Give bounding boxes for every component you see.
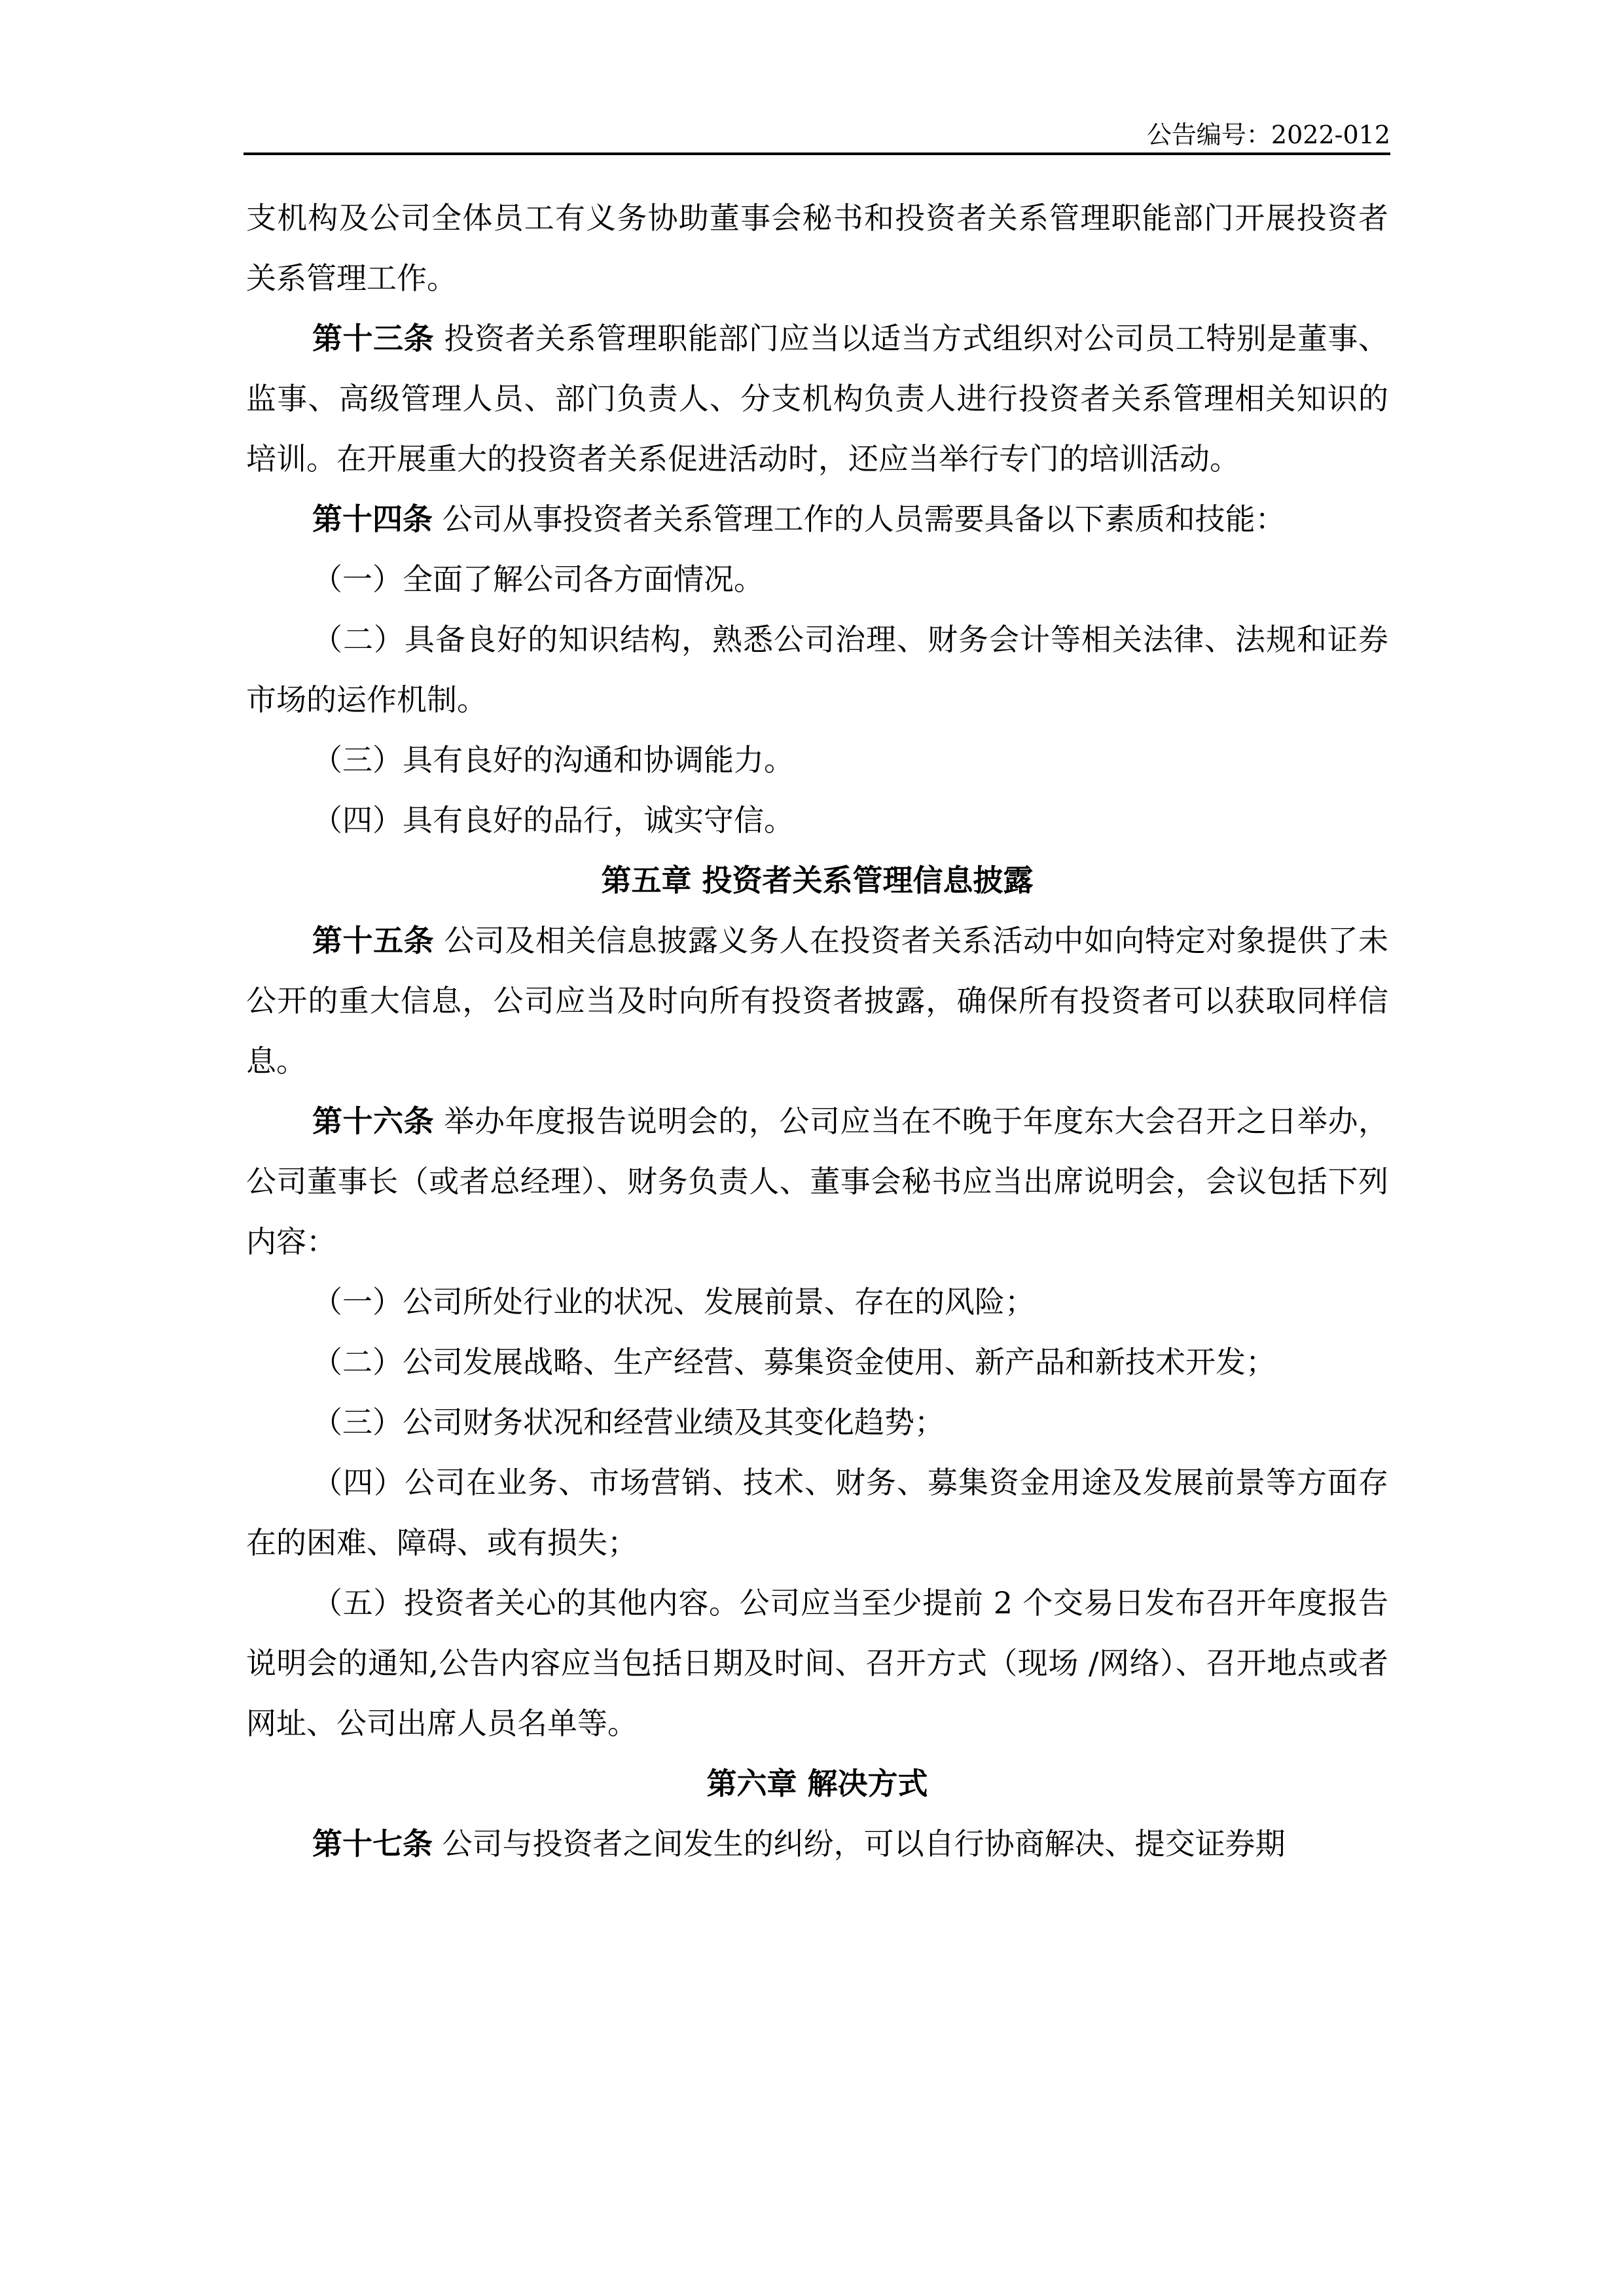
article-14-text: 公司从事投资者关系管理工作的人员需要具备以下素质和技能： [433, 501, 1286, 537]
notice-number: 公告编号：2022-012 [1146, 120, 1390, 149]
article-14-item-1: （一）全面了解公司各方面情况。 [312, 562, 764, 597]
article-13 [246, 308, 1388, 489]
article-17-number: 第十七条 [312, 1826, 433, 1861]
article-15 [246, 910, 1388, 1091]
article-16-item-3: （三）公司财务状况和经营业绩及其变化趋势； [312, 1405, 945, 1440]
article-16 [246, 1091, 1388, 1272]
article-16-item-2: （二）公司发展战略、生产经营、募集资金使用、新产品和新技术开发； [312, 1344, 1276, 1380]
article-14-number: 第十四条 [312, 501, 433, 537]
header-divider [244, 152, 1390, 155]
article-16-item-4: （四）公司在业务、市场营销、技术、财务、募集资金用途及发展前景等方面存在的困难、障碍、或有损失； [246, 1465, 1388, 1560]
article-14 [246, 489, 1388, 549]
article-14-item-3: （三）具有良好的沟通和协调能力。 [312, 742, 794, 778]
article-16-item-1: （一）公司所处行业的状况、发展前景、存在的风险； [312, 1284, 1035, 1319]
article-16-text: 举办年度报告说明会的，公司应当在不晚于年度东大会召开之日举办，公司董事长（或者总经理）、财务负责人、董事会秘书应当出席说明会，会议包括下列内容： [246, 1103, 1389, 1259]
article-16-number: 第十六条 [312, 1103, 435, 1139]
article-14-item-2: （二）具备良好的知识结构，熟悉公司治理、财务会计等相关法律、法规和证券市场的运作机制。 [246, 622, 1388, 717]
article-16-item-5: （五）投资者关心的其他内容。公司应当至少提前 2 个交易日发布召开年度报告说明会的通知,公告内容应当包括日期及时间、召开方式（现场 /网络）、召开地点或者网址、公司出席人员名单等。 [246, 1585, 1388, 1741]
article-13-text: 投资者关系管理职能部门应当以适当方式组织对公司员工特别是董事、监事、高级管理人员、部门负责人、分支机构负责人进行投资者关系管理相关知识的培训。在开展重大的投资者关系促进活动时，还应当举行专门的培训活动。 [246, 321, 1389, 476]
article-17-text: 公司与投资者之间发生的纠纷，可以自行协商解决、提交证券期 [433, 1826, 1286, 1861]
article-15-number: 第十五条 [312, 923, 435, 958]
paragraph-continuation: 支机构及公司全体员工有义务协助董事会秘书和投资者关系管理职能部门开展投资者关系管理工作。 [246, 200, 1388, 296]
chapter-5-heading: 第五章 投资者关系管理信息披露 [601, 863, 1034, 898]
article-14-item-4: （四）具有良好的品行，诚实守信。 [312, 802, 794, 838]
article-15-text: 公司及相关信息披露义务人在投资者关系活动中如向特定对象提供了未公开的重大信息，公司应当及时向所有投资者披露，确保所有投资者可以获取同样信息。 [246, 923, 1389, 1079]
article-17 [246, 1814, 1388, 1874]
article-13-number: 第十三条 [312, 321, 435, 356]
document-body [246, 188, 1388, 1874]
chapter-6-heading: 第六章 解决方式 [706, 1766, 928, 1801]
